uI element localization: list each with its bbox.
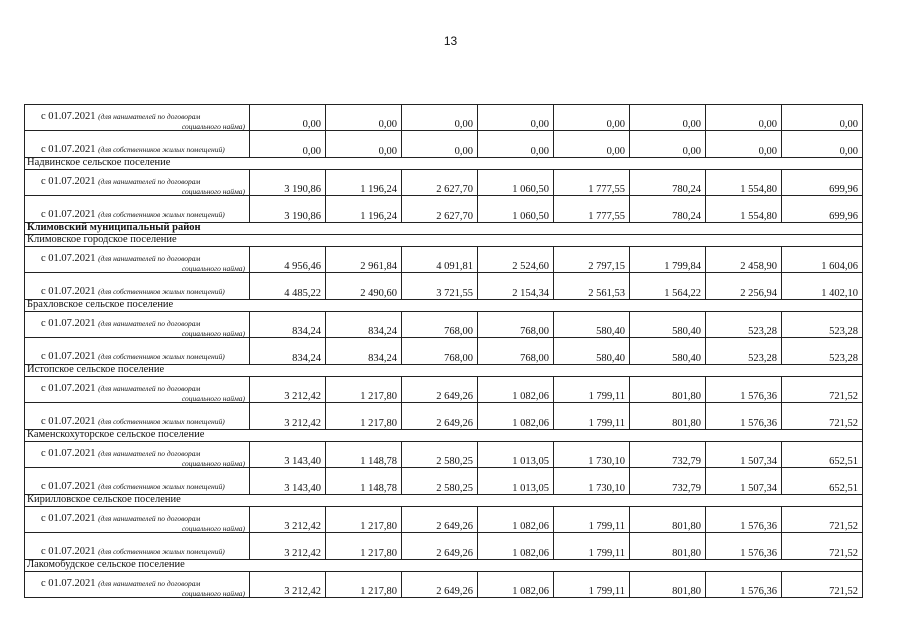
tariff-cell: 3 212,42 (250, 507, 326, 533)
tenants-note-1: (для нанимателей по договорам (98, 254, 201, 263)
tariff-cell: 2 580,25 (402, 468, 478, 495)
table-row (25, 442, 863, 468)
row-label-tenants (25, 247, 250, 273)
table-row (25, 377, 863, 403)
row-label-tenants (25, 377, 250, 403)
tenants-note-1: (для нанимателей по договорам (98, 384, 201, 393)
tariff-cell: 0,00 (706, 105, 782, 131)
label-line (29, 482, 245, 493)
tariff-cell: 3 212,42 (250, 377, 326, 403)
table-row (25, 572, 863, 598)
tariff-cell: 1 217,80 (326, 377, 402, 403)
tariff-cell: 1 799,11 (554, 507, 630, 533)
table-row (25, 560, 863, 572)
date-prefix: с 01.07.2021 (41, 383, 96, 394)
row-label-owners (25, 468, 250, 495)
tariff-cell: 580,40 (554, 338, 630, 365)
tariff-cell: 4 091,81 (402, 247, 478, 273)
tariff-cell: 0,00 (402, 105, 478, 131)
tariff-cell: 652,51 (782, 468, 863, 495)
tariff-cell: 2 154,34 (478, 273, 554, 300)
tariff-cell: 2 649,26 (402, 403, 478, 430)
settlement-header: Истопское сельское поселение (25, 365, 863, 377)
table-row (25, 131, 863, 158)
label-line (29, 579, 245, 590)
tenants-note-2: социального найма) (181, 588, 245, 598)
label-line (29, 514, 245, 525)
tariff-cell: 3 143,40 (250, 442, 326, 468)
tariff-cell: 1 507,34 (706, 442, 782, 468)
tariff-cell: 2 649,26 (402, 533, 478, 560)
tariff-cell: 721,52 (782, 507, 863, 533)
row-label-tenants (25, 442, 250, 468)
row-label-tenants (25, 507, 250, 533)
tariff-cell: 1 217,80 (326, 507, 402, 533)
tariff-cell: 2 797,15 (554, 247, 630, 273)
label-line (29, 449, 245, 460)
settlement-header: Каменскохуторское сельское поселение (25, 430, 863, 442)
tariff-cell: 2 627,70 (402, 196, 478, 223)
tariff-table (24, 104, 863, 598)
tariff-cell: 801,80 (630, 377, 706, 403)
tariff-cell: 580,40 (630, 312, 706, 338)
tariff-cell: 834,24 (326, 338, 402, 365)
tariff-cell: 834,24 (250, 312, 326, 338)
tariff-cell: 2 580,25 (402, 442, 478, 468)
date-prefix: с 01.07.2021 (41, 111, 96, 122)
label-line (29, 254, 245, 265)
tariff-cell: 1 799,11 (554, 403, 630, 430)
tariff-cell: 2 649,26 (402, 572, 478, 598)
table-row (25, 300, 863, 312)
tariff-cell: 1 576,36 (706, 572, 782, 598)
owners-note: (для собственников жилых помещений) (98, 286, 225, 296)
settlement-header: Климовское городское поселение (25, 235, 863, 247)
tariff-cell: 1 402,10 (782, 273, 863, 300)
row-label-owners (25, 273, 250, 300)
tariff-cell: 1 082,06 (478, 533, 554, 560)
date-prefix: с 01.07.2021 (41, 285, 96, 297)
label-line (29, 287, 245, 298)
tariff-cell: 652,51 (782, 442, 863, 468)
tariff-cell: 2 649,26 (402, 507, 478, 533)
tenants-note-1: (для нанимателей по договорам (98, 449, 201, 458)
tariff-cell: 1 217,80 (326, 403, 402, 430)
tariff-cell: 1 507,34 (706, 468, 782, 495)
label-line (29, 352, 245, 363)
tariff-cell: 1 148,78 (326, 468, 402, 495)
tariff-cell: 768,00 (478, 312, 554, 338)
tenants-note-1: (для нанимателей по договорам (98, 579, 201, 588)
owners-note: (для собственников жилых помещений) (98, 416, 225, 426)
tariff-cell: 1 799,11 (554, 377, 630, 403)
tariff-cell: 732,79 (630, 442, 706, 468)
label-line (29, 177, 245, 188)
tariff-cell: 2 524,60 (478, 247, 554, 273)
table-row (25, 365, 863, 377)
tariff-cell: 1 217,80 (326, 533, 402, 560)
tariff-cell: 2 458,90 (706, 247, 782, 273)
owners-note: (для собственников жилых помещений) (98, 351, 225, 361)
tariff-cell: 1 730,10 (554, 442, 630, 468)
table-row (25, 158, 863, 170)
tariff-cell: 4 956,46 (250, 247, 326, 273)
tariff-cell: 721,52 (782, 403, 863, 430)
tenants-note-2: социального найма) (181, 458, 245, 468)
tariff-cell: 3 190,86 (250, 196, 326, 223)
tariff-cell: 1 576,36 (706, 403, 782, 430)
table-row (25, 338, 863, 365)
tariff-cell: 0,00 (782, 105, 863, 131)
date-prefix: с 01.07.2021 (41, 448, 96, 459)
tariff-cell: 1 604,06 (782, 247, 863, 273)
table-row (25, 223, 863, 235)
tariff-cell: 801,80 (630, 507, 706, 533)
tariff-cell: 1 799,84 (630, 247, 706, 273)
table-row (25, 312, 863, 338)
owners-note: (для собственников жилых помещений) (98, 546, 225, 556)
tariff-cell: 1 082,06 (478, 572, 554, 598)
label-line (29, 210, 245, 221)
tenants-note-2: социального найма) (181, 263, 245, 273)
date-prefix: с 01.07.2021 (41, 578, 96, 589)
date-prefix: с 01.07.2021 (41, 143, 96, 155)
tariff-cell: 1 554,80 (706, 196, 782, 223)
tariff-cell: 3 721,55 (402, 273, 478, 300)
tariff-cell: 801,80 (630, 572, 706, 598)
tariff-cell: 523,28 (706, 338, 782, 365)
page-number: 13 (443, 34, 458, 48)
date-prefix: с 01.07.2021 (41, 208, 96, 220)
settlement-header: Брахловское сельское поселение (25, 300, 863, 312)
tariff-cell: 768,00 (402, 312, 478, 338)
table-row (25, 273, 863, 300)
tariff-cell: 1 777,55 (554, 170, 630, 196)
settlement-header: Лакомобудское сельское поселение (25, 560, 863, 572)
table-row (25, 247, 863, 273)
tariff-cell: 0,00 (250, 131, 326, 158)
tariff-cell: 2 256,94 (706, 273, 782, 300)
tariff-cell: 768,00 (478, 338, 554, 365)
tariff-cell: 0,00 (554, 131, 630, 158)
date-prefix: с 01.07.2021 (41, 318, 96, 329)
table-row (25, 403, 863, 430)
row-label-owners (25, 338, 250, 365)
row-label-tenants (25, 170, 250, 196)
tariff-cell: 1 082,06 (478, 377, 554, 403)
tariff-cell: 0,00 (402, 131, 478, 158)
district-header: Климовский муниципальный район (25, 223, 863, 235)
tariff-cell: 721,52 (782, 533, 863, 560)
tariff-cell: 768,00 (402, 338, 478, 365)
date-prefix: с 01.07.2021 (41, 545, 96, 557)
tariff-cell: 721,52 (782, 572, 863, 598)
tariff-cell: 1 799,11 (554, 533, 630, 560)
tariff-cell: 1 576,36 (706, 507, 782, 533)
owners-note: (для собственников жилых помещений) (98, 144, 225, 154)
tariff-cell: 721,52 (782, 377, 863, 403)
tariff-cell: 0,00 (478, 131, 554, 158)
tenants-note-1: (для нанимателей по договорам (98, 112, 201, 121)
label-line (29, 112, 245, 123)
tariff-cell: 0,00 (326, 131, 402, 158)
row-label-tenants (25, 105, 250, 131)
tariff-cell: 1 799,11 (554, 572, 630, 598)
label-line (29, 319, 245, 330)
tariff-cell: 0,00 (782, 131, 863, 158)
tariff-cell: 0,00 (630, 131, 706, 158)
row-label-tenants (25, 572, 250, 598)
tariff-cell: 580,40 (630, 338, 706, 365)
tariff-cell: 0,00 (554, 105, 630, 131)
tenants-note-2: социального найма) (181, 121, 245, 131)
tariff-cell: 2 490,60 (326, 273, 402, 300)
tariff-cell: 1 013,05 (478, 468, 554, 495)
table-row (25, 468, 863, 495)
table-row (25, 507, 863, 533)
tariff-cell: 699,96 (782, 196, 863, 223)
row-label-owners (25, 533, 250, 560)
tariff-cell: 1 196,24 (326, 170, 402, 196)
label-line (29, 417, 245, 428)
tariff-cell: 0,00 (630, 105, 706, 131)
label-line (29, 145, 245, 156)
tariff-cell: 0,00 (706, 131, 782, 158)
tariff-cell: 699,96 (782, 170, 863, 196)
tenants-note-2: социального найма) (181, 393, 245, 403)
settlement-header: Надвинское сельское поселение (25, 158, 863, 170)
tariff-cell: 2 627,70 (402, 170, 478, 196)
date-prefix: с 01.07.2021 (41, 350, 96, 362)
tariff-cell: 834,24 (250, 338, 326, 365)
tariff-cell: 1 730,10 (554, 468, 630, 495)
tariff-cell: 1 148,78 (326, 442, 402, 468)
tariff-cell: 523,28 (782, 312, 863, 338)
tariff-cell: 1 082,06 (478, 403, 554, 430)
tariff-cell: 3 190,86 (250, 170, 326, 196)
table-row (25, 105, 863, 131)
tariff-cell: 3 212,42 (250, 572, 326, 598)
tenants-note-2: социального найма) (181, 328, 245, 338)
tariff-cell: 1 217,80 (326, 572, 402, 598)
tenants-note-1: (для нанимателей по договорам (98, 319, 201, 328)
owners-note: (для собственников жилых помещений) (98, 209, 225, 219)
tariff-cell: 3 143,40 (250, 468, 326, 495)
date-prefix: с 01.07.2021 (41, 513, 96, 524)
date-prefix: с 01.07.2021 (41, 415, 96, 427)
tariff-cell: 2 649,26 (402, 377, 478, 403)
tenants-note-1: (для нанимателей по договорам (98, 177, 201, 186)
tariff-cell: 0,00 (250, 105, 326, 131)
tariff-cell: 1 196,24 (326, 196, 402, 223)
table-row (25, 495, 863, 507)
tariff-cell: 732,79 (630, 468, 706, 495)
tariff-cell: 834,24 (326, 312, 402, 338)
tariff-cell: 523,28 (706, 312, 782, 338)
table-row (25, 533, 863, 560)
tariff-cell: 780,24 (630, 196, 706, 223)
tariff-cell: 1 060,50 (478, 170, 554, 196)
tariff-cell: 1 082,06 (478, 507, 554, 533)
row-label-tenants (25, 312, 250, 338)
tariff-cell: 801,80 (630, 403, 706, 430)
settlement-header: Кирилловское сельское поселение (25, 495, 863, 507)
tariff-cell: 523,28 (782, 338, 863, 365)
tariff-cell: 2 961,84 (326, 247, 402, 273)
tenants-note-1: (для нанимателей по договорам (98, 514, 201, 523)
tariff-cell: 1 060,50 (478, 196, 554, 223)
date-prefix: с 01.07.2021 (41, 480, 96, 492)
owners-note: (для собственников жилых помещений) (98, 481, 225, 491)
row-label-owners (25, 403, 250, 430)
tariff-cell: 2 561,53 (554, 273, 630, 300)
tariff-cell: 1 564,22 (630, 273, 706, 300)
tariff-cell: 580,40 (554, 312, 630, 338)
row-label-owners (25, 131, 250, 158)
tariff-cell: 1 576,36 (706, 533, 782, 560)
table-row (25, 235, 863, 247)
tariff-cell: 3 212,42 (250, 403, 326, 430)
date-prefix: с 01.07.2021 (41, 253, 96, 264)
table-row (25, 430, 863, 442)
tariff-cell: 3 212,42 (250, 533, 326, 560)
tariff-cell: 0,00 (478, 105, 554, 131)
tariff-cell: 1 013,05 (478, 442, 554, 468)
date-prefix: с 01.07.2021 (41, 176, 96, 187)
tariff-cell: 801,80 (630, 533, 706, 560)
tariff-cell: 780,24 (630, 170, 706, 196)
tenants-note-2: социального найма) (181, 523, 245, 533)
row-label-owners (25, 196, 250, 223)
tariff-cell: 1 576,36 (706, 377, 782, 403)
label-line (29, 547, 245, 558)
tariff-cell: 0,00 (326, 105, 402, 131)
tenants-note-2: социального найма) (181, 186, 245, 196)
tariff-cell: 4 485,22 (250, 273, 326, 300)
label-line (29, 384, 245, 395)
tariff-cell: 1 554,80 (706, 170, 782, 196)
table-row (25, 170, 863, 196)
table-row (25, 196, 863, 223)
tariff-cell: 1 777,55 (554, 196, 630, 223)
